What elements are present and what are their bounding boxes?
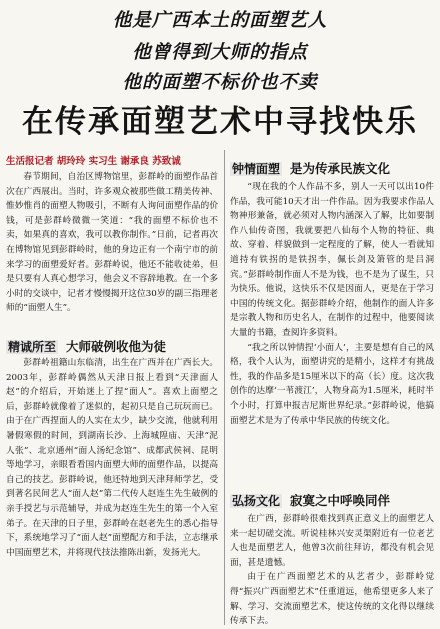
article-paragraph: “现在我的个人作品不多，别人一天可以出10件作品，我可能10天才出一件作品。因为我要求作品人物神形兼备，就必须对人物内涵深入了解，比如要制作八仙传奇图，我就要把八仙每个人物的特征、典故、穿着、样貌做到一定程度的了解，使人一看就知道持有铁拐的是铁拐李，佩长剑及箫管的是吕洞宾。”彭群岭制作面人不是为钱，也不是为了谋生，只为快乐。他说，这快乐不仅是因面人，更是在于学习中国的传统文化。据彭群岭介绍，他制作的面人许多是宗教人物和历史名人，在制作的过程中，他要阅读大量的书籍，查阅许多资料。 [230, 182, 434, 338]
article-paragraph: 彭群岭祖籍山东临清，出生在广西并在广西长大。2003年，彭群岭偶然从天津日报上看到“天津面人赵”的介绍后，开始迷上了捏“面人”。喜欢上面塑之后，彭群岭就像着了迷似的，起初只是自己玩玩而已。由于在广西捏面人的人实在太少，缺少交流，他就利用暑假寒假的时间，到湖南长沙、上海城隍庙、天津“泥人张”、北京通州“面人汤纪念馆”、成都武侯祠、昆明等地学习，亲眼看看国内面塑大师的面塑作品，以提高自己的技艺。彭群岭说，他还特地到天津拜师学艺，受到著名民间艺人“面人赵”第二代传人赵连生先生破例的亲手授艺与示范辅导，并成为赵连生先生的第一个入室弟子。在天津的日子里，彭群岭在赵老先生的悉心指导下，系统地学习了“面人赵”面塑配方和手法，立志继承中国面塑艺术，并将现代技法推陈出新，发扬光大。 [6, 358, 218, 558]
kicker-line-1: 他是广西本土的面塑艺人 [112, 10, 328, 31]
left-column-bottom [6, 356, 218, 560]
article-paragraph: 春节期间，自治区博物馆里，彭群岭的面塑作品首次在广西展出。当时，许多观众被那些做工精美传神、惟妙惟肖的面塑人物吸引，不断有人询问面塑作品的价钱，可是彭群岭微微一笑道：“我的面塑不标价也不卖，如果真的喜欢，我可以教你制作。”日前，记者再次在博物馆见到彭群岭时，他的身边正有一个南宁市的前来学习的面塑爱好者。彭群岭说，他还不能收徒弟，但是只要有人真心想学习，他会义不容辞地教。在一个多小时的交谈中，记者才慢慢揭开这位30岁的副三指理老师的“面塑人生”。 [6, 172, 218, 314]
section-title: 寂寞之中呼唤同伴 [290, 493, 391, 508]
section-heading-right-2 [230, 490, 390, 509]
section-tag: 钟情面塑 [232, 162, 281, 176]
article-paragraph: 由于在广西面塑艺术的从艺者少，彭群岭觉得“振兴广西面塑艺术”任重道远，他希望更多人来了解、学习、交流面塑艺术，使这传统的文化得以继续传承下去。 [230, 572, 434, 627]
headline: 在传承面塑艺术中寻找快乐 [22, 104, 418, 140]
byline: 生活报记者 胡玲玲 实习生 谢承良 苏致诚 [6, 156, 181, 167]
kicker-line-2: 他曾得到大师的指点 [132, 42, 308, 63]
article-paragraph: “我之所以钟情捏‘小面人’，主要是想有自己的风格，我个人认为，面塑讲究的是精小，这样才有挑战性，我的作品多是15厘米以下的高（长）度。这次我创作的达摩‘一苇渡江’，人物身高为1.5厘米，耗时半个小时，打算申报吉尼斯世界纪录。”彭群岭说，他搞面塑艺术是为了传承中华民族的传统文化。 [230, 342, 434, 426]
section-title: 大师破例收他为徒 [66, 339, 167, 354]
column-divider [224, 150, 225, 625]
article-paragraph: 在广西，彭群岭很难找到真正意义上的面塑艺人来一起切磋交流。听说桂林兴安灵渠附近有一位老艺人也是面塑艺人，他曾3次前往拜访，都没有机会见面，甚是遗憾。 [230, 514, 434, 568]
kicker-line-3: 他的面塑不标价也不卖 [122, 72, 318, 93]
section-title: 是为传承民族文化 [290, 161, 391, 176]
section-tag: 精诚所至 [8, 340, 57, 354]
section-tag: 弘扬文化 [232, 494, 281, 508]
left-column-top [6, 170, 218, 316]
right-column-top [230, 180, 434, 428]
section-heading-left [6, 336, 166, 355]
section-heading-right-1 [230, 158, 390, 177]
right-column-bottom [230, 512, 434, 629]
